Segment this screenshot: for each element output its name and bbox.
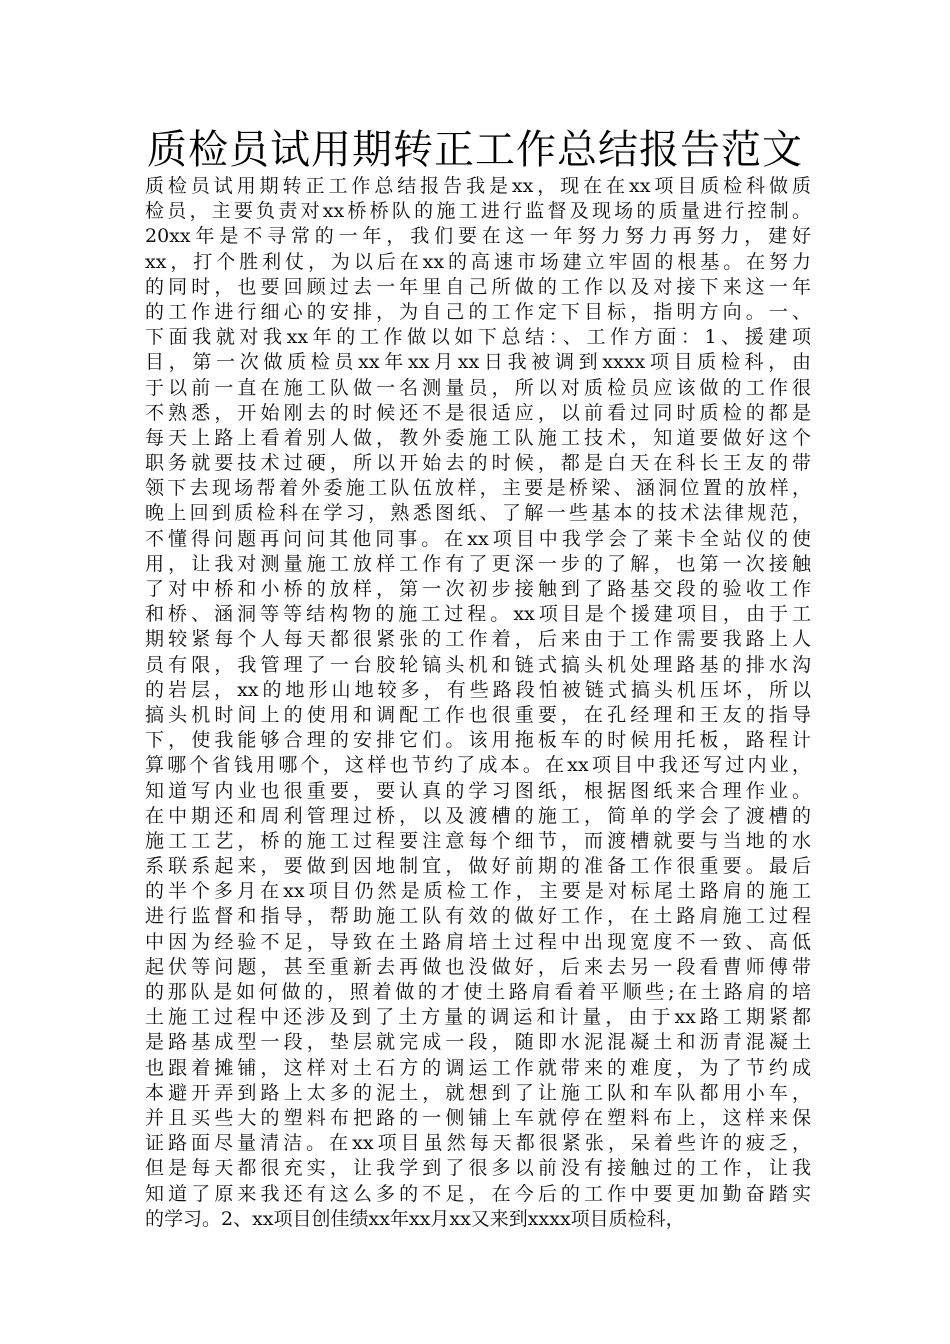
body-text-line: 用，让我对测量施工放样工作有了更深一步的了解，也第一次接触: [145, 552, 811, 575]
body-text-line: 的学习。2、xx项目创佳绩xx年xx月xx又来到xxxx项目质检科，: [145, 1207, 685, 1230]
body-text-line: 和桥、涵洞等等结构物的施工过程。xx项目是个援建项目，由于工: [145, 603, 811, 626]
body-text-line: 搞头机时间上的使用和调配工作也很重要，在孔经理和王友的指导: [145, 703, 811, 726]
body-text-line: 目，第一次做质检员xx年xx月xx日我被调到xxxx项目质检科，由: [145, 351, 811, 374]
body-text-line: 施工工艺，桥的施工过程要注意每个细节，而渡槽就要与当地的水: [145, 829, 811, 852]
body-text-line: 不懂得问题再问问其他同事。在xx项目中我学会了莱卡全站仪的使: [145, 527, 811, 550]
body-text-line: 是路基成型一段，垫层就完成一段，随即水泥混凝土和沥青混凝土: [145, 1031, 811, 1054]
body-text-line: 起伏等问题，甚至重新去再做也没做好，后来去另一段看曹师傅带: [145, 955, 811, 978]
body-text-line: 下面我就对我xx年的工作做以如下总结：、工作方面：1、援建项: [145, 326, 811, 349]
body-text-line: 知道了原来我还有这么多的不足，在今后的工作中要更加勤奋踏实: [145, 1182, 811, 1205]
body-text-line: 每天上路上看着别人做，教外委施工队施工技术，知道要做好这个: [145, 426, 811, 449]
body-text-line: 中因为经验不足，导致在土路肩培土过程中出现宽度不一致、高低: [145, 930, 811, 953]
body-text-line: 质检员试用期转正工作总结报告我是xx，现在在xx项目质检科做质: [145, 175, 811, 197]
body-text-line: 证路面尽量清洁。在xx项目虽然每天都很紧张，呆着些许的疲乏，: [145, 1132, 811, 1155]
body-text-line: 也跟着摊铺，这样对土石方的调运工作就带来的难度，为了节约成: [145, 1056, 811, 1079]
body-text-line: 了对中桥和小桥的放样，第一次初步接触到了路基交段的验收工作: [145, 578, 811, 600]
body-text-line: 在中期还和周利管理过桥，以及渡槽的施工，简单的学会了渡槽的: [145, 804, 811, 827]
body-text-line: 的工作进行细心的安排，为自己的工作定下目标，指明方向。一、: [145, 300, 811, 323]
body-text-line: 但是每天都很充实，让我学到了很多以前没有接触过的工作，让我: [145, 1157, 811, 1180]
body-text-line: 并且买些大的塑料布把路的一侧铺上车就停在塑料布上，这样来保: [145, 1106, 811, 1129]
body-text-line: 晚上回到质检科在学习，熟悉图纸、了解一些基本的技术法律规范，: [145, 502, 811, 525]
body-text-line: xx，打个胜利仗，为以后在xx的高速市场建立牢固的根基。在努力: [145, 250, 811, 273]
body-text-line: 的同时，也要回顾过去一年里自己所做的工作以及对接下来这一年: [145, 275, 811, 298]
body-text-line: 员有限，我管理了一台胶轮镐头机和链式搞头机处理路基的排水沟: [145, 653, 811, 676]
document-title: 质检员试用期转正工作总结报告范文: [147, 127, 803, 173]
body-text-line: 知道写内业也很重要，要认真的学习图纸，根据图纸来合理作业。: [145, 779, 811, 802]
body-text-line: 的那队是如何做的，照着做的才使土路肩看着平顺些;在土路肩的培: [145, 981, 811, 1003]
body-text-line: 进行监督和指导，帮助施工队有效的做好工作，在土路肩施工过程: [145, 905, 811, 928]
body-text-line: 土施工过程中还涉及到了土方量的调运和计量，由于xx路工期紧都: [145, 1006, 811, 1029]
body-text-line: 20xx年是不寻常的一年，我们要在这一年努力努力再努力，建好: [145, 225, 811, 248]
body-text-line: 领下去现场帮着外委施工队伍放样，主要是桥梁、涵洞位置的放样，: [145, 477, 811, 500]
body-text-line: 检员，主要负责对xx桥桥队的施工进行监督及现场的质量进行控制。: [145, 200, 811, 223]
body-text-line: 下，使我能够合理的安排它们。该用拖板车的时候用托板，路程计: [145, 729, 811, 752]
body-text-line: 本避开弄到路上太多的泥土，就想到了让施工队和车队都用小车，: [145, 1081, 811, 1104]
document-body: [145, 174, 811, 1232]
body-text-line: 职务就要技术过硬，所以开始去的时候，都是白天在科长王友的带: [145, 452, 811, 475]
body-text-line: 系联系起来，要做到因地制宜，做好前期的准备工作很重要。最后: [145, 855, 811, 878]
body-text-line: 期较紧每个人每天都很紧张的工作着，后来由于工作需要我路上人: [145, 628, 811, 651]
body-text-line: 算哪个省钱用哪个，这样也节约了成本。在xx项目中我还写过内业，: [145, 754, 811, 777]
body-text-line: 的岩层，xx的地形山地较多，有些路段怕被链式搞头机压坏，所以: [145, 678, 811, 701]
body-text-line: 的半个多月在xx项目仍然是质检工作，主要是对标尾土路肩的施工: [145, 880, 811, 903]
body-text-line: 于以前一直在施工队做一名测量员，所以对质检员应该做的工作很: [145, 376, 811, 399]
body-text-line: 不熟悉，开始刚去的时候还不是很适应，以前看过同时质检的都是: [145, 401, 811, 424]
